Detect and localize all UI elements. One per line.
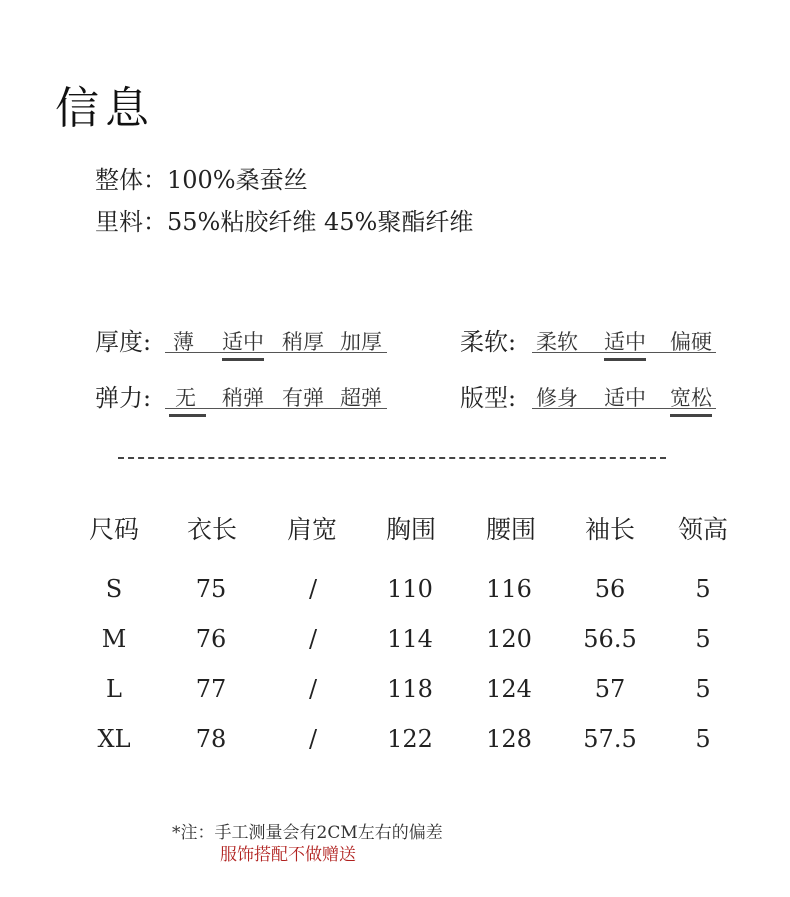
thickness-option-selected: 适中 xyxy=(222,326,264,356)
thickness-option: 加厚 xyxy=(340,330,382,354)
measurement-note: *注：手工测量会有2CM左右的偏差 xyxy=(172,823,443,843)
softness-option: 柔软 xyxy=(536,330,578,354)
table-cell: / xyxy=(308,625,318,653)
table-cell: 5 xyxy=(695,625,711,653)
header-size: 尺码 xyxy=(88,515,140,544)
header-waist: 腰围 xyxy=(485,515,537,544)
softness-option: 偏硬 xyxy=(670,330,712,354)
table-cell: L xyxy=(106,675,122,703)
table-cell: 75 xyxy=(195,575,227,603)
attr-elasticity xyxy=(95,378,151,413)
header-chest: 胸围 xyxy=(385,515,437,544)
accessory-note: 服饰搭配不做赠送 xyxy=(220,845,356,865)
table-cell: 5 xyxy=(695,675,711,703)
table-cell: M xyxy=(101,625,127,653)
table-cell: 56 xyxy=(594,575,626,603)
fit-option-selected: 宽松 xyxy=(670,382,712,412)
attr-softness xyxy=(460,322,516,357)
table-cell: 114 xyxy=(387,625,433,653)
table-cell: 56.5 xyxy=(583,625,637,653)
material-main: 整体：100%桑蚕丝 xyxy=(95,166,308,194)
table-cell: 120 xyxy=(486,625,532,653)
table-cell: 57.5 xyxy=(583,725,637,753)
table-cell: 5 xyxy=(695,575,711,603)
thickness-option: 稍厚 xyxy=(282,330,324,354)
attr-thickness xyxy=(95,322,151,357)
fit-option: 修身 xyxy=(536,386,578,410)
table-cell: 118 xyxy=(387,675,433,703)
table-cell: 116 xyxy=(486,575,532,603)
table-cell: 76 xyxy=(195,625,227,653)
table-cell: 110 xyxy=(387,575,433,603)
softness-option-selected: 适中 xyxy=(604,326,646,356)
elasticity-option: 稍弹 xyxy=(222,386,264,410)
attr-fit xyxy=(460,378,516,413)
table-cell: 77 xyxy=(195,675,227,703)
elasticity-option: 有弹 xyxy=(282,386,324,410)
dashed-divider xyxy=(118,457,666,459)
attr-elasticity-label: 弹力: xyxy=(95,384,152,412)
thickness-scale xyxy=(165,322,387,353)
header-length: 衣长 xyxy=(186,515,238,544)
header-collar: 领高 xyxy=(677,515,729,544)
fit-option: 适中 xyxy=(604,386,646,410)
table-cell: 122 xyxy=(387,725,433,753)
fit-scale xyxy=(532,378,716,409)
table-cell: 57 xyxy=(594,675,626,703)
page-title: 信息 xyxy=(55,83,155,134)
table-cell: / xyxy=(308,675,318,703)
selected-marker xyxy=(222,358,264,361)
selected-marker xyxy=(604,358,646,361)
elasticity-option-selected: 无 xyxy=(175,382,196,412)
header-sleeve: 袖长 xyxy=(584,515,636,544)
table-cell: 128 xyxy=(486,725,532,753)
table-cell: 78 xyxy=(195,725,227,753)
selected-marker xyxy=(670,414,712,417)
table-cell: / xyxy=(308,575,318,603)
material-lining: 里料：55%粘胶纤维 45%聚酯纤维 xyxy=(95,208,474,236)
table-cell: S xyxy=(105,575,123,603)
table-cell: 5 xyxy=(695,725,711,753)
table-cell: XL xyxy=(97,725,131,753)
elasticity-scale xyxy=(165,378,387,409)
table-cell: / xyxy=(308,725,318,753)
attr-thickness-label: 厚度: xyxy=(95,328,152,356)
attr-fit-label: 版型: xyxy=(460,384,517,412)
header-shoulder: 肩宽 xyxy=(286,515,338,544)
table-cell: 124 xyxy=(486,675,532,703)
elasticity-option: 超弹 xyxy=(340,386,382,410)
selected-marker xyxy=(169,414,206,417)
thickness-option: 薄 xyxy=(173,330,194,354)
softness-scale xyxy=(532,322,716,353)
attr-softness-label: 柔软: xyxy=(460,328,517,356)
